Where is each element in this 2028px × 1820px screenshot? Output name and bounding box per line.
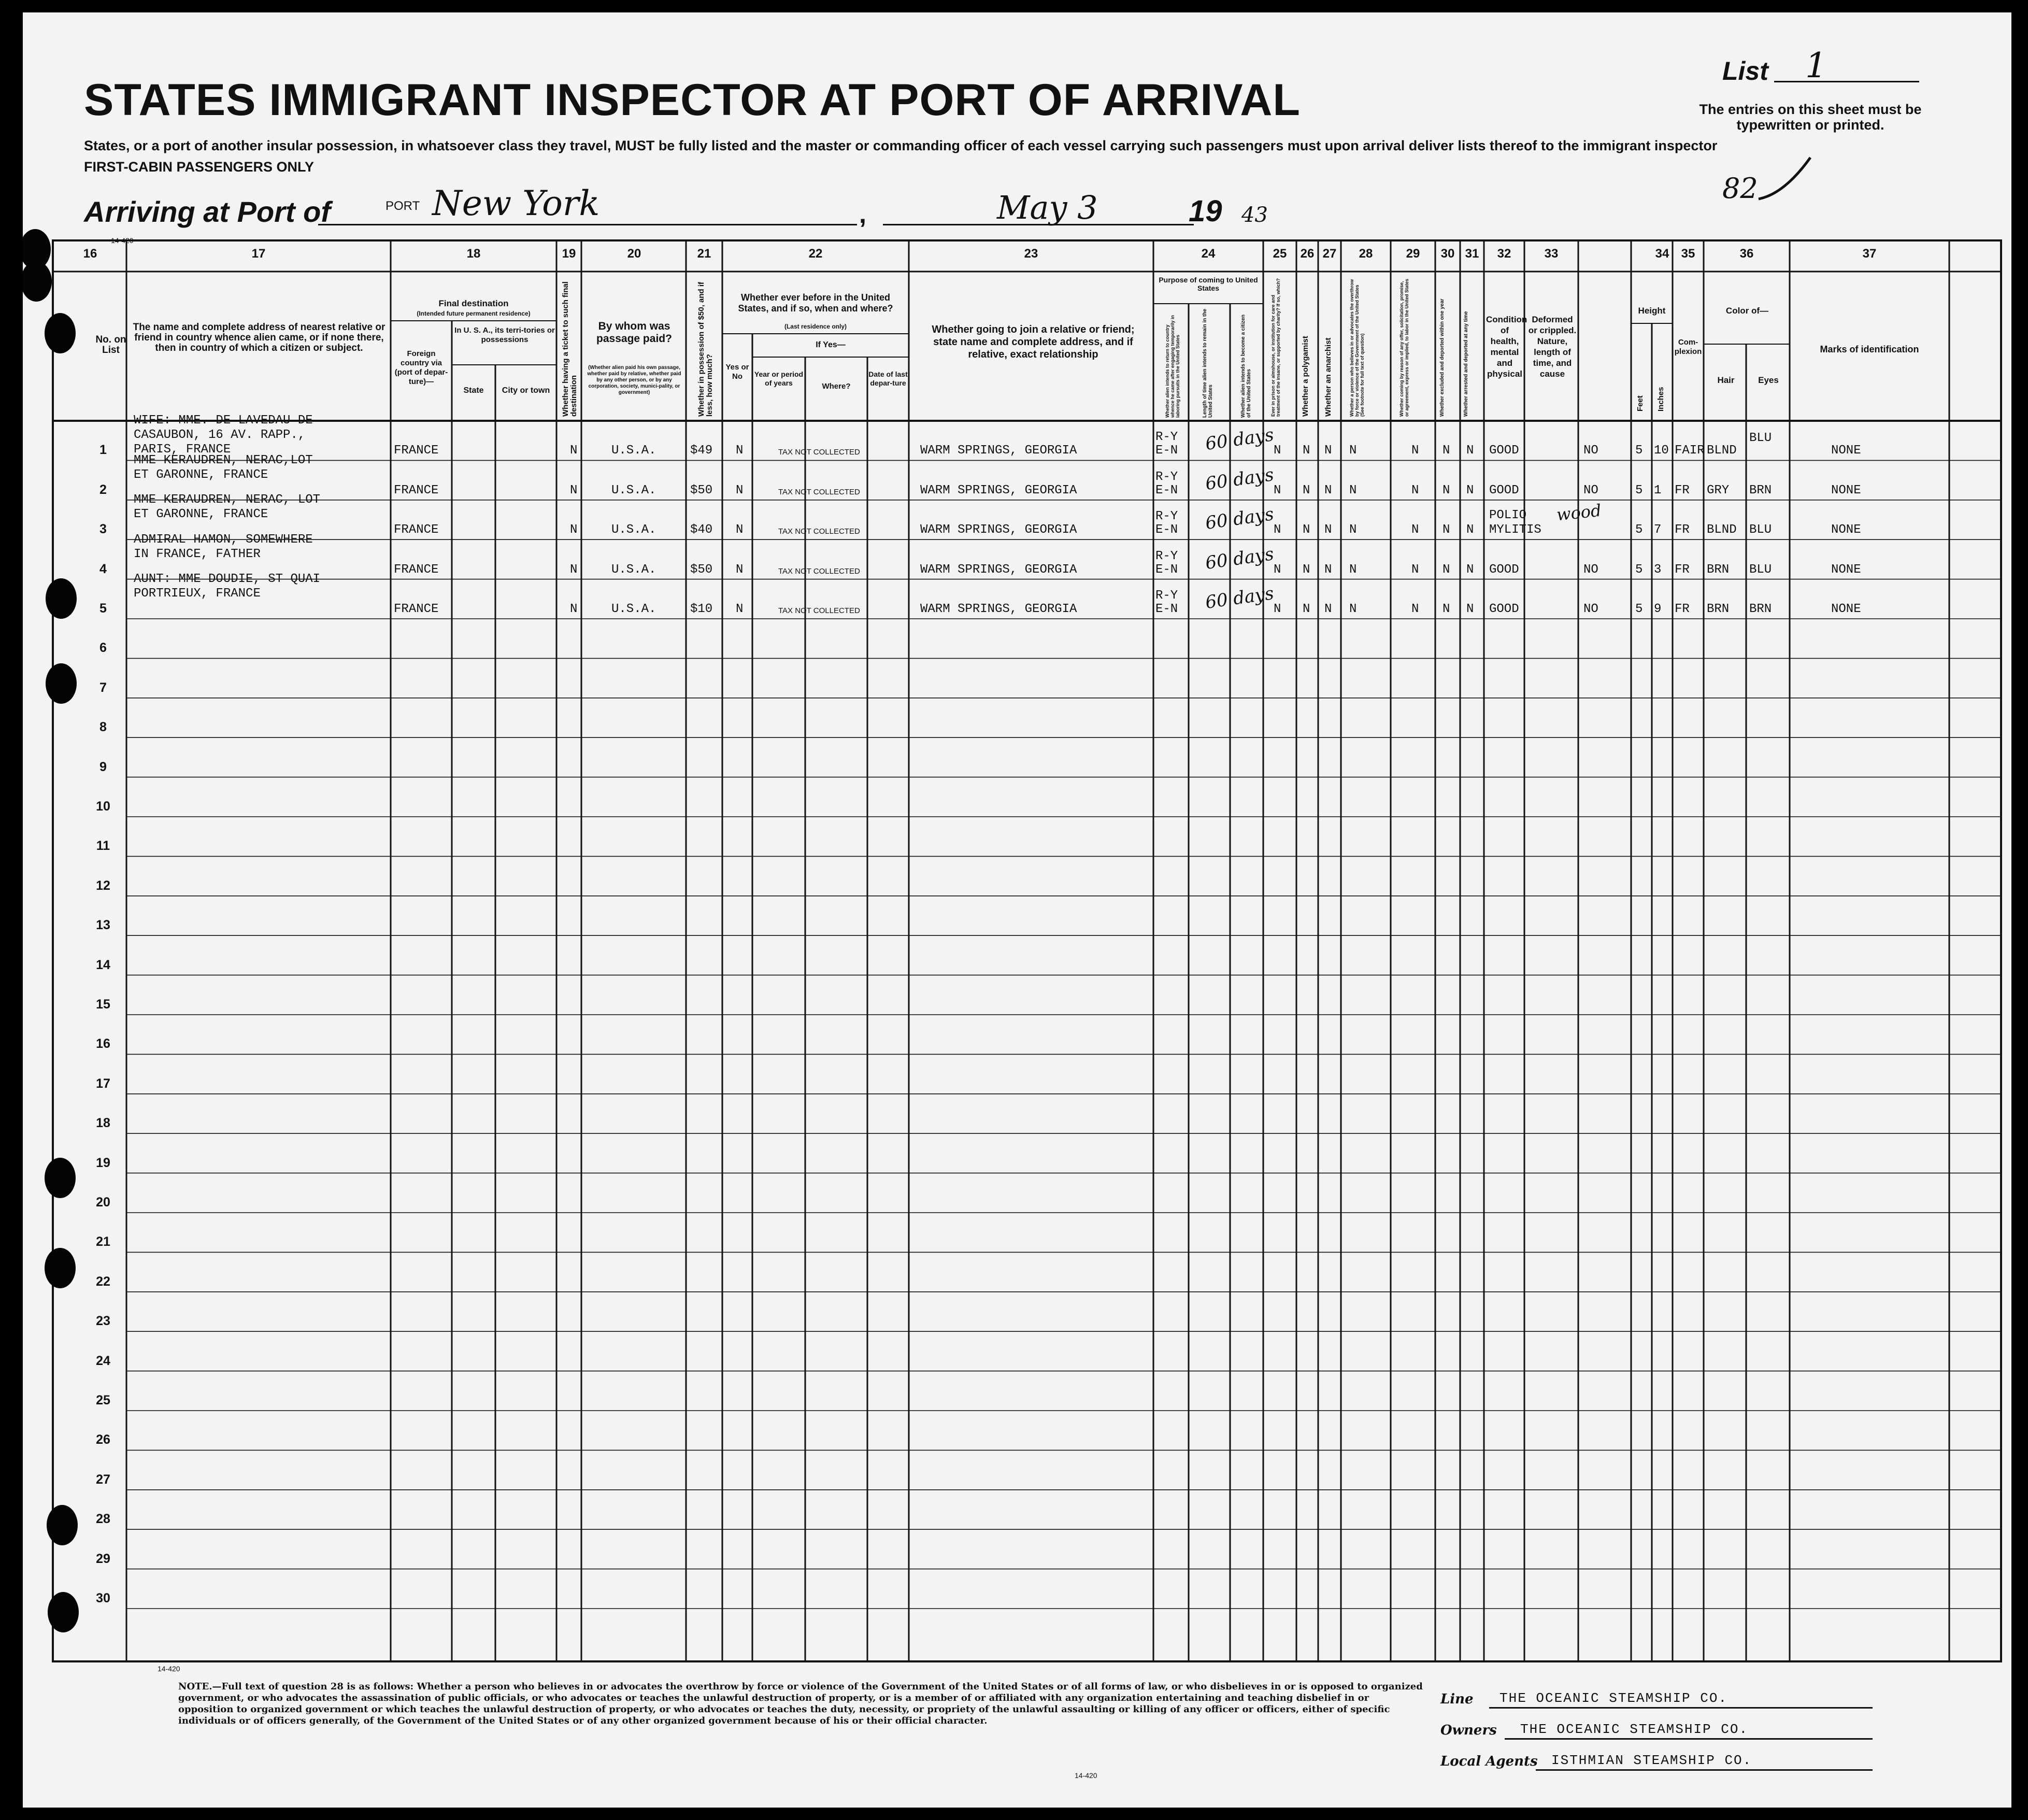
eyes-value: BRN [1749, 602, 1772, 616]
arrested-value: N [1466, 444, 1474, 458]
column-number: 19 [562, 247, 576, 261]
ever-before: N [736, 444, 744, 458]
overthrow-value: N [1349, 602, 1357, 616]
deformed-value: NO [1583, 602, 1598, 616]
excluded-value: N [1443, 602, 1450, 616]
purpose-a: R-Y [1155, 509, 1178, 524]
ever-before: N [736, 483, 744, 497]
excluded-value: N [1443, 444, 1450, 458]
header-year: Year or period of years [754, 370, 804, 387]
date-handwritten: May 3 [997, 189, 1098, 226]
polygamist-value: N [1303, 523, 1310, 537]
hair-value: BRN [1707, 562, 1730, 577]
arrested-value: N [1466, 602, 1474, 616]
owners-value: THE OCEANIC STEAMSHIP CO. [1520, 1722, 1749, 1737]
complexion-value: FAIR [1675, 444, 1705, 458]
header-prison: Ever in prison or almshouse, or institution for care and treatment of the insane, or supported by charity? If so, which? [1270, 278, 1281, 417]
deformed-handwritten: wood [1555, 500, 1603, 525]
row-number: 24 [96, 1353, 110, 1368]
paid-by: U.S.A. [611, 483, 656, 497]
relative-line-1: ADMIRAL HAMON, SOMEWHERE [134, 532, 313, 547]
row-number: 11 [96, 838, 110, 854]
joining-value: WARM SPRINGS, GEORGIA [920, 562, 1077, 577]
paid-by: U.S.A. [611, 602, 656, 616]
overthrow-value: N [1349, 523, 1357, 537]
row-number: 12 [96, 878, 110, 893]
form-code-top: 14-420 [111, 236, 134, 245]
column-number: 31 [1465, 247, 1479, 261]
marks-value: NONE [1831, 483, 1861, 497]
form-code-bottom: 14-420 [158, 1665, 180, 1673]
anarchist-value: N [1324, 444, 1332, 458]
tax-stamp: TAX NOT COLLECTED [778, 448, 860, 457]
relative-line-2: PORTRIEUX, FRANCE [134, 587, 261, 601]
paid-by: U.S.A. [611, 562, 656, 577]
eyes-value: BLU [1749, 523, 1772, 537]
deformed-value: NO [1583, 562, 1598, 577]
deformed-value: NO [1583, 444, 1598, 458]
foreign-country: FRANCE [394, 602, 439, 616]
eyes-value: BLU [1749, 431, 1772, 446]
column-number: 21 [697, 247, 711, 261]
class-note: FIRST-CABIN PASSENGERS ONLY [84, 159, 315, 175]
eyes-value: BRN [1749, 483, 1772, 497]
relative-line-1: WIFE: MME. DE LAVEDAU DE [134, 414, 313, 428]
row-number: 10 [96, 799, 110, 814]
hair-value: BRN [1707, 602, 1730, 616]
row-number: 21 [96, 1234, 110, 1249]
header-excluded: Whether excluded and deported within one year [1439, 298, 1445, 417]
purpose-a: R-Y [1155, 470, 1178, 484]
comma-mark: , [859, 200, 866, 229]
agents-underline [1536, 1769, 1873, 1771]
row-number: 1 [99, 443, 107, 458]
column-number: 23 [1024, 247, 1038, 261]
row-number: 8 [99, 720, 107, 735]
agents-label: Local Agents [1440, 1754, 1538, 1769]
relative-line-2: IN FRANCE, FATHER [134, 547, 261, 561]
purpose-b: E-N [1155, 483, 1178, 497]
column-number: 36 [1739, 247, 1754, 261]
polygamist-value: N [1303, 602, 1310, 616]
paid-by: U.S.A. [611, 444, 656, 458]
row-number: 5 [99, 601, 107, 616]
form-grid [23, 12, 2011, 1808]
agents-value: ISTHMIAN STEAMSHIP CO. [1551, 1753, 1752, 1768]
row-number: 25 [96, 1393, 110, 1407]
header-yes-no: Yes or No [725, 363, 749, 381]
ever-before: N [736, 602, 744, 616]
relative-line-2: CASAUBON, 16 AV. RAPP., [134, 428, 306, 443]
header-complexion: Com-plexion [1674, 338, 1702, 356]
column-number: 35 [1681, 247, 1695, 261]
excluded-value: N [1443, 562, 1450, 577]
owners-label: Owners [1440, 1723, 1497, 1738]
header-ever-before-sub: (Last residence only) [784, 323, 847, 330]
header-anarchist: Whether an anarchist [1324, 337, 1333, 417]
header-where: Where? [822, 382, 851, 391]
height-feet: 5 [1635, 483, 1643, 497]
header-purpose: Purpose of coming to United States [1159, 276, 1258, 292]
ticket-value: N [570, 602, 578, 616]
polygamist-value: N [1303, 562, 1310, 577]
relative-line-1: MME KERAUDREN, NERAC,LOT [134, 453, 313, 467]
header-hair: Hair [1717, 375, 1735, 385]
length-handwritten: 60 days [1204, 424, 1275, 455]
row-number: 9 [99, 759, 107, 774]
purpose-a: R-Y [1155, 549, 1178, 563]
row-number: 22 [96, 1274, 110, 1289]
foreign-country: FRANCE [394, 444, 439, 458]
row-number: 6 [99, 641, 107, 656]
deformed-value: NO [1583, 483, 1598, 497]
height-feet: 5 [1635, 523, 1643, 537]
column-number: 29 [1406, 247, 1420, 261]
excluded-value: N [1443, 483, 1450, 497]
marks-value: NONE [1831, 602, 1861, 616]
arrested-value: N [1466, 483, 1474, 497]
page-mark: 82 [1722, 172, 1758, 205]
header-foreign-country: Foreign country via (port of depar-ture)— [394, 349, 448, 386]
row-number: 27 [96, 1472, 110, 1487]
complexion-value: FR [1675, 483, 1690, 497]
foreign-country: FRANCE [394, 562, 439, 577]
money-value: $10 [690, 602, 713, 616]
relative-line-2: ET GARONNE, FRANCE [134, 467, 268, 482]
foreign-country: FRANCE [394, 523, 439, 537]
tax-stamp: TAX NOT COLLECTED [778, 527, 860, 536]
purpose-b: E-N [1155, 562, 1178, 577]
offer-labor-value: N [1411, 483, 1419, 497]
line-label: Line [1440, 1691, 1474, 1707]
relative-line-1: MME KERAUDREN, NERAC, LOT [134, 493, 321, 507]
height-inches: 9 [1654, 602, 1662, 616]
punch-hole [46, 663, 77, 704]
line-value: THE OCEANIC STEAMSHIP CO. [1499, 1690, 1728, 1706]
anarchist-value: N [1324, 523, 1332, 537]
marks-value: NONE [1831, 444, 1861, 458]
page-title: STATES IMMIGRANT INSPECTOR AT PORT OF ARRIVAL [84, 75, 1301, 125]
arriving-label: Arriving at Port of [84, 195, 331, 228]
tax-stamp: TAX NOT COLLECTED [778, 487, 860, 496]
header-marks: Marks of identification [1820, 344, 1919, 354]
header-ticket: Whether having a ticket to such final destination [561, 281, 578, 417]
overthrow-value: N [1349, 562, 1357, 577]
offer-labor-value: N [1411, 602, 1419, 616]
header-polygamist: Whether a polygamist [1301, 336, 1310, 417]
row-number: 4 [99, 561, 107, 576]
purpose-b: E-N [1155, 523, 1178, 537]
header-purpose-b: Length of time alien intends to remain in the United States [1202, 308, 1213, 418]
port-handwritten: New York [432, 183, 600, 223]
height-inches: 10 [1654, 444, 1669, 458]
header-joining: Whether going to join a relative or friend; state name and complete address, and if relative, exact relationship [932, 324, 1135, 360]
page-subtitle: States, or a port of another insular possession, in whatsoever class they travel, MUST be fully listed and the master or commanding officer of each vessel carrying such passengers must upon arrival deliver lists thereof to the immigrant inspector [84, 138, 1718, 153]
complexion-value: FR [1675, 602, 1690, 616]
column-number: 16 [83, 247, 97, 261]
row-number: 30 [96, 1591, 110, 1605]
row-number: 26 [96, 1432, 110, 1447]
joining-value: WARM SPRINGS, GEORGIA [920, 523, 1077, 537]
row-number: 13 [96, 918, 110, 933]
column-number: 18 [466, 247, 481, 261]
column-number: 17 [251, 247, 266, 261]
manifest-sheet [23, 12, 2011, 1808]
overthrow-value: N [1349, 483, 1357, 497]
length-handwritten: 60 days [1204, 582, 1275, 614]
anarchist-value: N [1324, 562, 1332, 577]
health-value: GOOD [1489, 444, 1519, 458]
prison-value: N [1274, 483, 1281, 497]
punch-hole [47, 1505, 78, 1545]
joining-value: WARM SPRINGS, GEORGIA [920, 483, 1077, 497]
health-value: GOOD [1489, 602, 1519, 616]
column-number: 32 [1497, 247, 1511, 261]
header-overthrow: Whether a person who believes in or advocates the overthrow by force or violence of the Government of the United States (See footnote for full text of question) [1349, 279, 1365, 417]
height-feet: 5 [1635, 562, 1643, 577]
hair-value: BLND [1707, 523, 1737, 537]
anarchist-value: N [1324, 602, 1332, 616]
header-passage-paid-sub: (Whether alien paid his own passage, whether paid by relative, whether paid by any other person, or by any corporation, society, munici-pality, or government) [587, 365, 681, 395]
header-health: Condition of health, mental and physical [1486, 315, 1527, 379]
tax-stamp: TAX NOT COLLECTED [778, 566, 860, 576]
header-passage-paid: By whom was passage paid? [596, 320, 672, 345]
health-value: POLIO MYLITIS [1489, 508, 1541, 537]
height-inches: 3 [1654, 562, 1662, 577]
hair-value: BLND [1707, 444, 1737, 458]
header-deformed: Deformed or crippled. Nature, length of time, and cause [1528, 315, 1577, 379]
row-number: 7 [99, 680, 107, 695]
punch-hole [45, 1158, 76, 1198]
row-number: 15 [96, 997, 110, 1012]
height-inches: 1 [1654, 483, 1662, 497]
height-feet: 5 [1635, 602, 1643, 616]
length-handwritten: 60 days [1204, 543, 1275, 574]
purpose-b: E-N [1155, 602, 1178, 616]
money-value: $49 [690, 444, 713, 458]
prison-value: N [1274, 602, 1281, 616]
eyes-value: BLU [1749, 562, 1772, 577]
complexion-value: FR [1675, 562, 1690, 577]
foreign-country: FRANCE [394, 483, 439, 497]
header-color-of: Color of— [1725, 306, 1769, 316]
ever-before: N [736, 523, 744, 537]
header-money: Whether in possession of $50, and if less, how much? [697, 281, 714, 417]
hair-value: GRY [1707, 483, 1730, 497]
excluded-value: N [1443, 523, 1450, 537]
health-value: GOOD [1489, 562, 1519, 577]
form-code-footer: 14-420 [1075, 1771, 1097, 1780]
joining-value: WARM SPRINGS, GEORGIA [920, 444, 1077, 458]
column-number: 28 [1359, 247, 1373, 261]
row-number: 29 [96, 1551, 110, 1566]
port-printed: PORT [385, 199, 420, 213]
arrested-value: N [1466, 523, 1474, 537]
prison-value: N [1274, 444, 1281, 458]
complexion-value: FR [1675, 523, 1690, 537]
arrested-value: N [1466, 562, 1474, 577]
column-number: 27 [1322, 247, 1337, 261]
column-number: 24 [1201, 247, 1216, 261]
typewritten-note: The entries on this sheet must be typewritten or printed. [1699, 102, 1922, 133]
prison-value: N [1274, 562, 1281, 577]
header-final-destination: Final destination [438, 298, 509, 308]
ticket-value: N [570, 562, 578, 577]
relative-line-1: AUNT: MME DOUDIE, ST QUAI [134, 572, 321, 586]
header-in-usa: In U. S. A., its terri-tories or possessions [454, 326, 555, 344]
column-number: 37 [1862, 247, 1877, 261]
header-city: City or town [502, 386, 550, 395]
column-number: 26 [1300, 247, 1315, 261]
punch-hole [48, 1592, 79, 1632]
punch-hole [45, 1248, 76, 1288]
overthrow-value: N [1349, 444, 1357, 458]
header-date-departure: Date of last depar-ture [868, 370, 908, 387]
header-if-yes: If Yes— [816, 340, 846, 349]
polygamist-value: N [1303, 483, 1310, 497]
offer-labor-value: N [1411, 523, 1419, 537]
row-number: 3 [99, 522, 107, 537]
header-state: State [463, 386, 484, 395]
row-number: 14 [96, 957, 110, 972]
marks-value: NONE [1831, 523, 1861, 537]
column-number: 20 [627, 247, 641, 261]
money-value: $40 [690, 523, 713, 537]
header-purpose-c: Whether alien intends to become a citizen of the United States [1240, 315, 1252, 418]
year-handwritten: 43 [1241, 203, 1268, 227]
relative-line-2: ET GARONNE, FRANCE [134, 507, 268, 522]
paid-by: U.S.A. [611, 523, 656, 537]
purpose-a: R-Y [1155, 430, 1178, 445]
row-number: 23 [96, 1314, 110, 1329]
list-label: List [1722, 56, 1768, 86]
punch-hole [46, 578, 77, 619]
height-inches: 7 [1654, 523, 1662, 537]
footnote-question-28: NOTE.—Full text of question 28 is as follows: Whether a person who believes in or advocates the overthrow by force or violence of the Government of the United States or of all forms of law, or who disbelieves in or is opposed to organized government, or who advocates the assassination of public officials, or who advocates or teaches the unlawful destruction of property, or is a member of or affiliated with any organization entertaining and teaching disbelief in or opposition to organized government or which teaches the unlawful destruction of property, or who advocates or teaches the duty, necessity, or propriety of the unlawful assaulting or killing of any officer or officers, either of specific individuals or of officers generally, of the Government of the United States or of any other organized government because of his or their official character. [178, 1681, 1423, 1726]
row-number: 18 [96, 1116, 110, 1131]
money-value: $50 [690, 483, 713, 497]
health-value: GOOD [1489, 483, 1519, 497]
header-feet: Feet [1636, 395, 1645, 411]
header-height: Height [1638, 306, 1666, 316]
column-number: 22 [808, 247, 823, 261]
header-arrested: Whether arrested and deported at any time [1463, 311, 1469, 417]
line-underline [1489, 1707, 1873, 1709]
header-ever-before: Whether ever before in the United States, and if so, when and where? [738, 292, 893, 314]
ticket-value: N [570, 523, 578, 537]
length-handwritten: 60 days [1204, 464, 1275, 494]
length-handwritten: 60 days [1204, 504, 1275, 534]
prison-value: N [1274, 523, 1281, 537]
row-number: 16 [96, 1036, 110, 1051]
offer-labor-value: N [1411, 444, 1419, 458]
offer-labor-value: N [1411, 562, 1419, 577]
ever-before: N [736, 562, 744, 577]
header-purpose-a: Whether alien intends to return to country whence he came after engaging temporarily in laboring pursuits in the United States [1165, 315, 1180, 418]
header-no-on-list: No. on List [95, 334, 126, 356]
row-number: 19 [96, 1155, 110, 1170]
year-printed: 19 [1189, 194, 1222, 228]
ticket-value: N [570, 483, 578, 497]
purpose-b: E-N [1155, 444, 1178, 458]
header-eyes: Eyes [1758, 375, 1779, 385]
row-number: 2 [99, 482, 107, 497]
polygamist-value: N [1303, 444, 1310, 458]
tax-stamp: TAX NOT COLLECTED [778, 606, 860, 615]
relative-line-3: PARIS, FRANCE [134, 443, 231, 457]
header-inches: Inches [1656, 387, 1665, 411]
list-number: 1 [1805, 46, 1827, 86]
column-number: 33 [1544, 247, 1559, 261]
purpose-a: R-Y [1155, 589, 1178, 603]
ticket-value: N [570, 444, 578, 458]
header-offer-labor: Whether coming by reason of any offer, solicitation, promise, or agreement, express or implied, to labor in the United States [1399, 278, 1409, 417]
marks-value: NONE [1831, 562, 1861, 577]
punch-hole [45, 313, 76, 353]
anarchist-value: N [1324, 483, 1332, 497]
owners-underline [1505, 1738, 1873, 1740]
header-final-destination-sub: (Intended future permanent residence) [417, 310, 531, 317]
money-value: $50 [690, 562, 713, 577]
column-number: 30 [1440, 247, 1455, 261]
row-number: 17 [96, 1076, 110, 1091]
height-feet: 5 [1635, 444, 1643, 458]
joining-value: WARM SPRINGS, GEORGIA [920, 602, 1077, 616]
row-number: 20 [96, 1195, 110, 1210]
column-number: 34 [1655, 247, 1669, 261]
row-number: 28 [96, 1512, 110, 1527]
header-relative: The name and complete address of nearest relative or friend in country whence alien came, or if none there, then in country of which a citizen or subject. [133, 322, 385, 353]
column-number: 25 [1273, 247, 1287, 261]
